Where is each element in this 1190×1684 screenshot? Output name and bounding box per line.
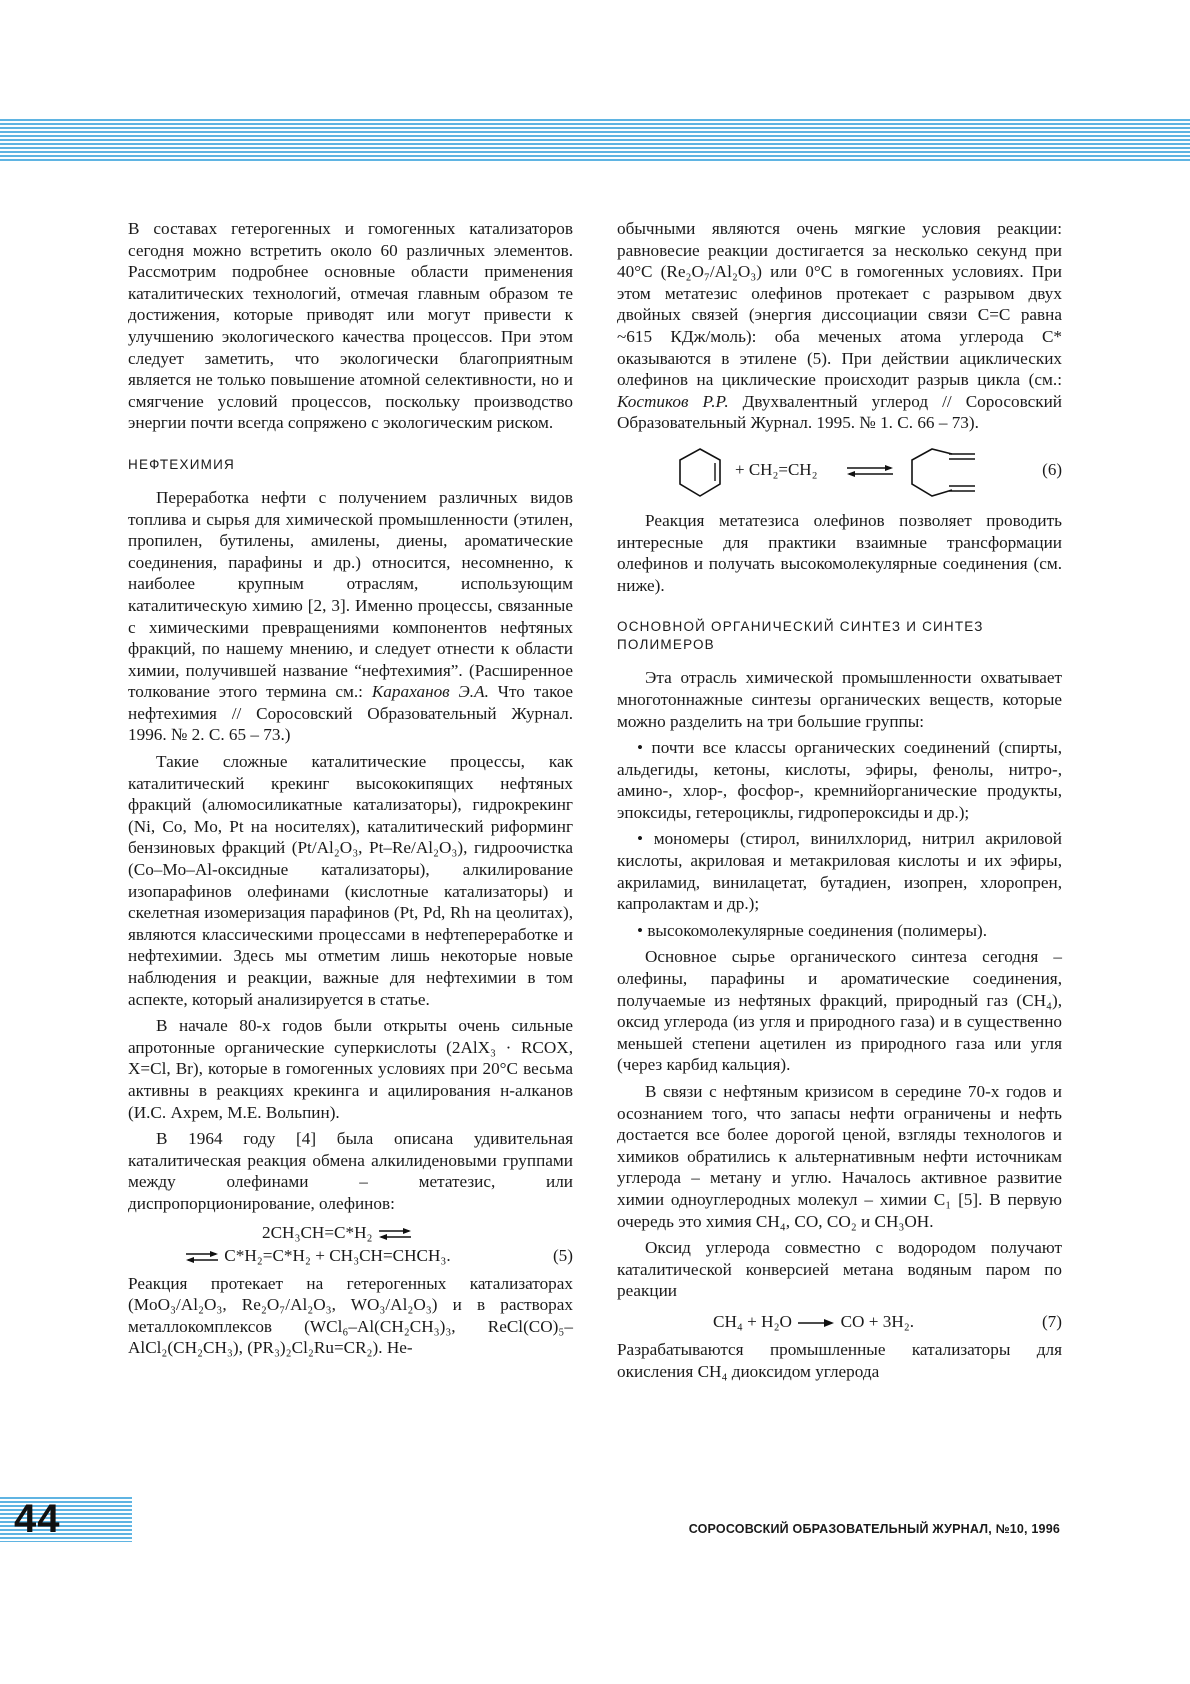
list-item: • высокомолекулярные соединения (полимеры). <box>637 920 988 940</box>
right-column <box>617 218 1062 1382</box>
equation-7 <box>617 1310 1062 1333</box>
list-item: • мономеры (стирол, винилхлорид, нитрил акриловой кислоты, акриловая и метакриловая кислоты и их эфиры, акриламид, винилацетат, бутадиен, изопрен, хлоропрен, капролактам и др.); <box>617 829 1062 914</box>
petrochem-paragraph-3: В начале 80-х годов были открыты очень сильные апротонные органические суперкислоты (2AlX₃ · RCOX, X=Cl, Br), которые в гомогенных условиях при 20°C весьма активны в реакциях крекинга и ацилирования н-алканов (И.С. Ахрем, М.Е. Вольпин). <box>128 1016 573 1122</box>
eq6-ethylene: + CH₂=CH₂ <box>735 459 818 479</box>
eq5-line2: C*H₂=C*H₂ + CH₃CH=CHCH₃. <box>224 1245 451 1265</box>
equation-6 <box>617 442 1062 504</box>
section-heading-petrochemistry: НЕФТЕХИМИЯ <box>128 456 235 472</box>
intro-paragraph: В составах гетерогенных и гомогенных катализаторов сегодня можно встретить около 60 различных элементов. Рассмотрим подробнее основные области применения каталитических технологий, отмечая главным образом те достижения, которые приводят или могут привести к улучшению экологического качества процессов. При этом следует заметить, что экологически благоприятным является не только повышение атомной селективности, но и смягчение условий процессов, поскольку производство энергии почти всегда сопряжено с экологическим риском. <box>128 219 573 433</box>
organic-paragraph-1: Эта отрасль химической промышленности охватывает многотоннажные синтезы органических веществ, которые можно разделить на три большие группы: <box>617 668 1062 731</box>
eq7-left: CH₄ + H₂O <box>713 1311 792 1331</box>
eq5-number: (5) <box>552 1245 573 1265</box>
organic-paragraph-5: Разрабатываются промышленные катализаторы для окисления CH₄ диоксидом углерода <box>617 1339 1062 1381</box>
organic-paragraph-3: В связи с нефтяным кризисом в середине 70-х годов и осознанием того, что запасы нефти ограничены и нефть достается все более дорогой ценой, взгляды технологов и химиков обратились к альтернативным нефти источникам углерода – метану и углю. Началось активное развитие химии одноуглеродных молекул – химии C₁ [5]. В первую очередь это химия CH₄, CO, CO₂ и CH₃OH. <box>617 1082 1062 1231</box>
eq7-number: (7) <box>1041 1311 1062 1331</box>
header-stripe-band <box>0 119 1190 161</box>
organic-paragraph-4: Оксид углерода совместно с водородом получают каталитической конверсией метана водяным паром по реакции <box>617 1238 1062 1301</box>
octadiene-structure-icon <box>907 446 987 500</box>
section-heading-organic-synthesis: ОСНОВНОЙ ОРГАНИЧЕСКИЙ СИНТЕЗ И СИНТЕЗ ПОЛИМЕРОВ <box>617 619 984 653</box>
cyclohexene-structure-icon <box>675 446 725 500</box>
eq6-number: (6) <box>1042 459 1062 479</box>
eq5-line1: 2CH₃CH=C*H₂ <box>262 1222 373 1242</box>
page-number: 44 <box>14 1497 61 1541</box>
metathesis-summary-paragraph: Реакция метатезиса олефинов позволяет проводить интересные для практики взаимные трансформации олефинов и получать высокомолекулярные соединения (см. ниже). <box>617 510 1062 595</box>
petrochem-paragraph-2: Такие сложные каталитические процессы, как каталитический крекинг высококипящих нефтяных фракций (алюмосиликатные катализаторы), гидрокрекинг (Ni, Co, Mo, Pt на носителях), каталитический риформинг бензиновых фракций (Pt/Al₂O₃, Pt–Re/Al₂O₃), гидроочистка (Co–Mo–Al-оксидные катализаторы), алкилирование изопарафинов олефинами (кислотные катализаторы) и скелетная изомеризация парафинов (Pt, Pd, Rh на цеолитах), являются классическими процессами в нефтепереработке и нефтехимии. Здесь мы отметим лишь некоторые новые наблюдения и реакции, важные для нефтехимии в том аспекте, который анализируется в статье. <box>128 752 573 1009</box>
left-column <box>128 218 573 1359</box>
equation-5 <box>128 1221 573 1267</box>
petrochem-paragraph-1: Переработка нефти с получением различных видов топлива и сырья для химической промышленности (этилен, пропилен, бутилены, амилены, диены, ароматические соединения, парафины и др.) относится, несомненно, к наиболее крупным отраслям, использующим каталитическую химию [2, 3]. Именно процессы, связанные с химическими превращениями компонентов нефтяных фракций, по нашему мнению, и следует отнести к области химии, получившей название “нефтехимия”. (Расширенное толкование этого термина см.: Караханов Э.А. Что такое нефтехимия // Соросовский Образовательный Журнал. 1996. № 2. С. 65 – 73.) <box>128 487 574 745</box>
equilibrium-arrow-icon <box>845 464 895 478</box>
author-ref: Костиков Р.Р. <box>617 391 729 411</box>
metathesis-paragraph: обычными являются очень мягкие условия реакции: равновесие реакции достигается за несколько секунд при 40°C (Re₂O₇/Al₂O₃) или 0°C в гомогенных условиях. При этом метатезис олефинов протекает с разрывом двух двойных связей (энергия диссоциации связи C=C равна ~615 КДж/моль): оба меченых атома углерода C* оказываются в этилене (5). При действии ациклических олефинов на циклические происходит разрыв цикла (см.: Костиков Р.Р. Двухвалентный углерод // Соросовский Образовательный Журнал. 1995. № 1. С. 66 – 73). <box>617 219 1063 433</box>
eq7-right: CO + 3H₂. <box>840 1311 915 1331</box>
journal-footer: СОРОСОВСКИЙ ОБРАЗОВАТЕЛЬНЫЙ ЖУРНАЛ, №10, 1996 <box>688 1522 1060 1536</box>
reaction-arrow-icon <box>796 1318 836 1328</box>
author-ref: Караханов Э.А. <box>371 682 489 702</box>
list-item: • почти все классы органических соединений (спирты, альдегиды, кетоны, кислоты, эфиры, фенолы, нитро-, амино-, хлор-, фосфор-, кремнийорганические продукты, эпоксиды, гетероциклы, гидропероксиды и др.); <box>617 738 1062 822</box>
equilibrium-arrow-icon <box>184 1250 220 1264</box>
organic-paragraph-2: Основное сырье органического синтеза сегодня – олефины, парафины и ароматические соединения, получаемые из нефтяных фракций, природный газ (CH₄), оксид углерода (из угля и природного газа) и в существенно меньшей степени ацетилен из природного газа или угля (через карбид кальция). <box>617 947 1062 1075</box>
petrochem-paragraph-4: В 1964 году [4] была описана удивительная каталитическая реакция обмена алкилиденовыми группами между олефинами – метатезис, или диспропорционирование, олефинов: <box>128 1129 573 1213</box>
equilibrium-arrow-icon <box>377 1227 413 1241</box>
petrochem-paragraph-5: Реакция протекает на гетерогенных катализаторах (MoO₃/Al₂O₃, Re₂O₇/Al₂O₃, WO₃/Al₂O₃) и в растворах металлокомплексов (WCl₆–Al(CH₂CH₃)₃, ReCl(CO)₅–AlCl₂(CH₂CH₃), (PR₃)₂Cl₂Ru=CR₂). Не- <box>128 1273 573 1358</box>
